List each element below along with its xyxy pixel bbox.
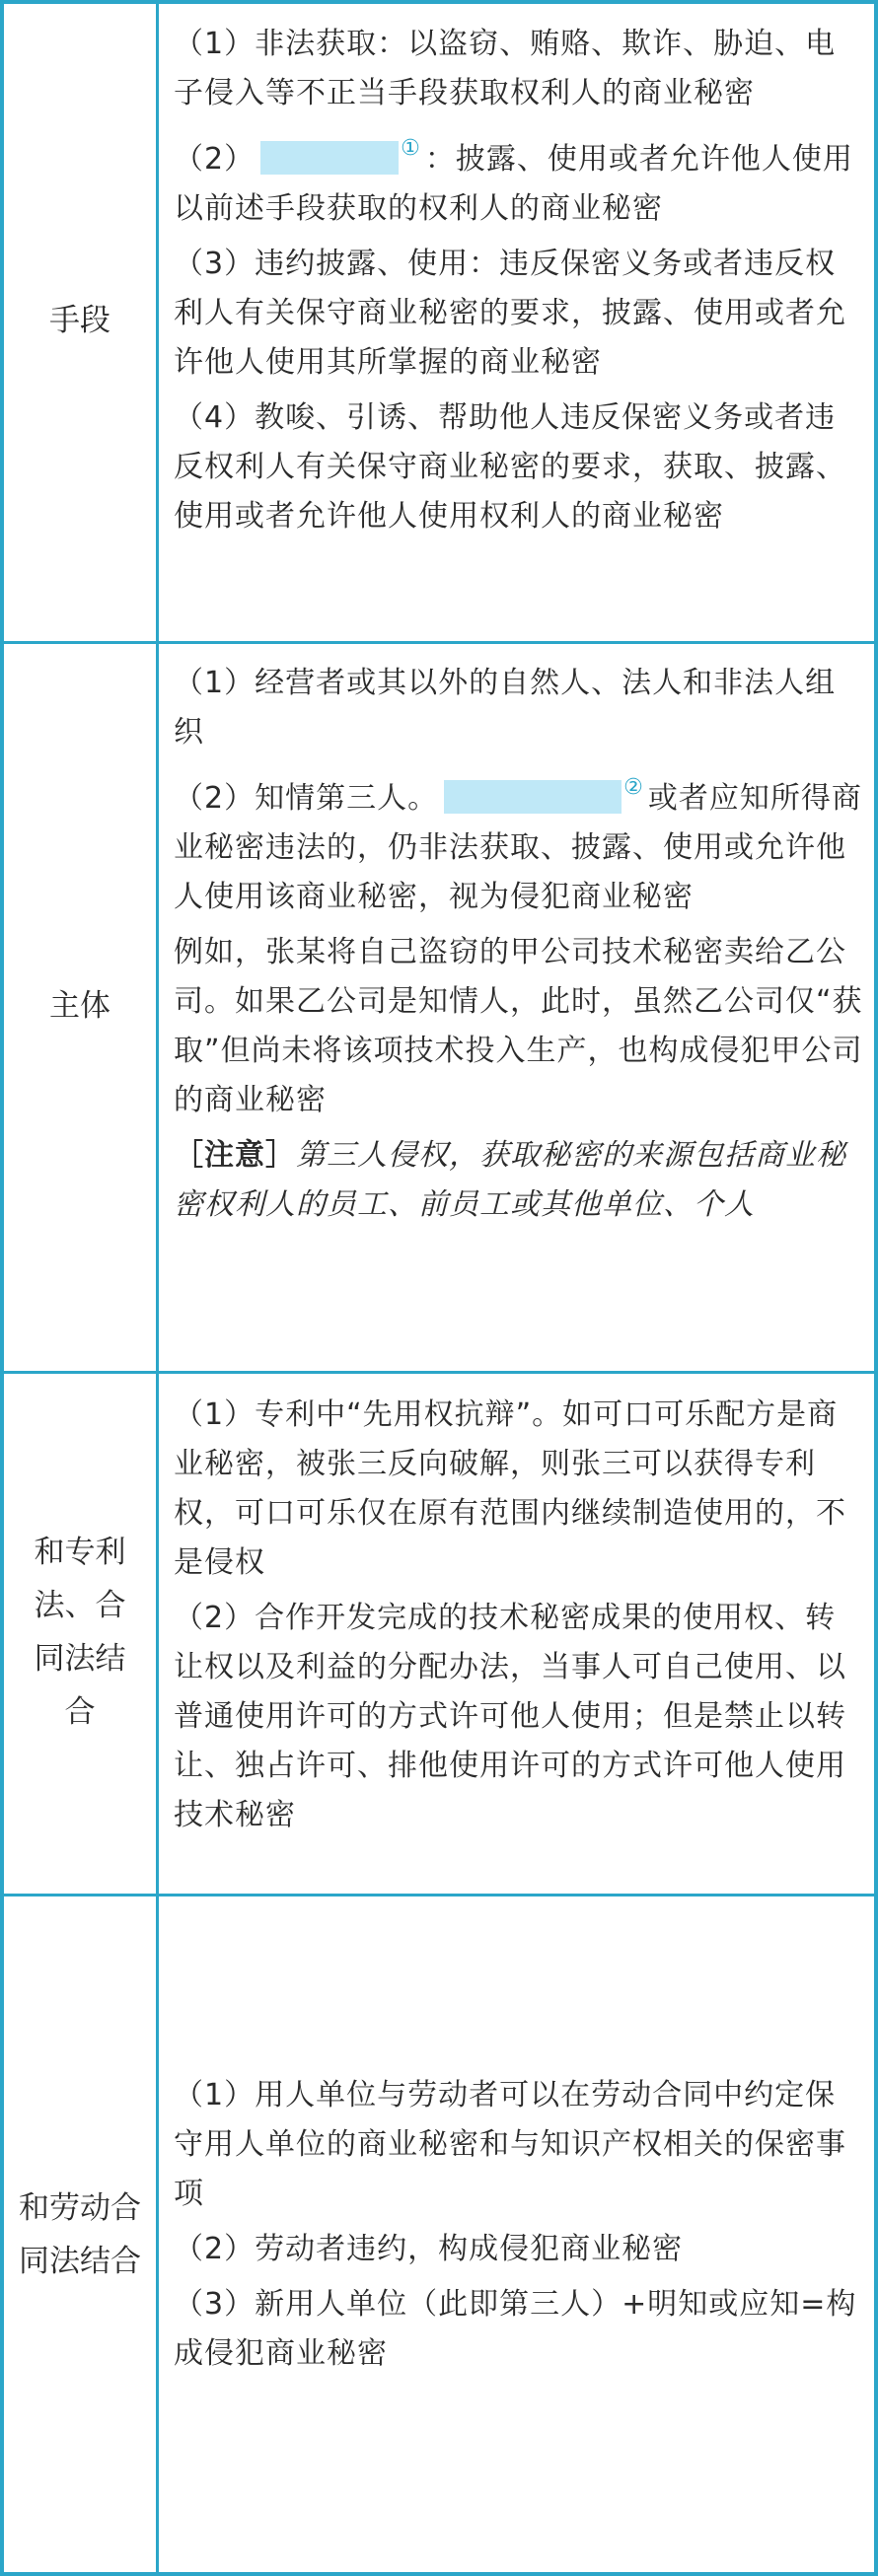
list-item: （3）新用人单位（此即第三人）+明知或应知=构成侵犯商业秘密	[174, 2287, 857, 2371]
list-item: （1）用人单位与劳动者可以在劳动合同中约定保守用人单位的商业秘密和与知识产权相关的保密事项	[174, 2078, 846, 2211]
note-text: 第三人侵权，获取秘密的来源包括商业秘密权利人的员工、前员工或其他单位、个人	[174, 1138, 846, 1222]
row-content	[174, 1391, 864, 1846]
list-item: （2）劳动者违约，构成侵犯商业秘密	[174, 2232, 684, 2266]
blank-field	[260, 141, 399, 175]
row-content	[174, 20, 864, 547]
list-item: （2） ① ：披露、使用或者允许他人使用以前述手段获取的权利人的商业秘密	[174, 124, 864, 234]
row-label-text: 主体	[49, 988, 110, 1024]
list-item: （1）经营者或其以外的自然人、法人和非法人组织	[174, 666, 837, 750]
row-content	[174, 2071, 864, 2385]
row-label	[4, 1894, 156, 2576]
note-tag: ［注意］	[174, 1138, 296, 1173]
list-item: （2）合作开发完成的技术秘密成果的使用权、转让权以及利益的分配办法，当事人可自己使用、以普通使用许可的方式许可他人使用；但是禁止以转让、独占许可、排他使用许可的方式许可他人使用技术秘密	[174, 1601, 846, 1832]
row-label	[4, 641, 156, 1371]
list-item: （3）违约披露、使用：违反保密义务或者违反权利人有关保守商业秘密的要求，披露、使用或者允许他人使用其所掌握的商业秘密	[174, 247, 846, 380]
row-label-text: 手段	[49, 303, 110, 338]
blank-field	[444, 780, 622, 814]
list-item: （1）非法获取：以盗窃、贿赂、欺诈、胁迫、电子侵入等不正当手段获取权利人的商业秘密	[174, 27, 837, 110]
list-item: 例如，张某将自己盗窃的甲公司技术秘密卖给乙公司。如果乙公司是知情人，此时，虽然乙公司仅“获取”但尚未将该项技术投入生产，也构成侵犯甲公司的商业秘密	[174, 935, 863, 1117]
list-item: （1）专利中“先用权抗辩”。如可口可乐配方是商业秘密，被张三反向破解，则张三可以获得专利权，可口可乐仅在原有范围内继续制造使用的，不是侵权	[174, 1397, 846, 1580]
row-label-text: 和劳动合同法结合	[19, 2190, 141, 2279]
note	[174, 1131, 864, 1230]
footnote-mark: ①	[401, 136, 421, 161]
row-label	[4, 0, 156, 641]
list-item: （4）教唆、引诱、帮助他人违反保密义务或者违反权利人有关保守商业秘密的要求，获取、披露、使用或者允许他人使用权利人的商业秘密	[174, 400, 846, 534]
row-label	[4, 1371, 156, 1894]
list-item: （2）知情第三人。 ② 或者应知所得商业秘密违法的，仍非法获取、披露、使用或允许他人使用该商业秘密，视为侵犯商业秘密	[174, 763, 864, 922]
footnote-mark: ②	[623, 775, 644, 800]
row-content	[174, 659, 864, 1236]
row-label-text: 和专利法、合同法结合	[34, 1535, 126, 1730]
